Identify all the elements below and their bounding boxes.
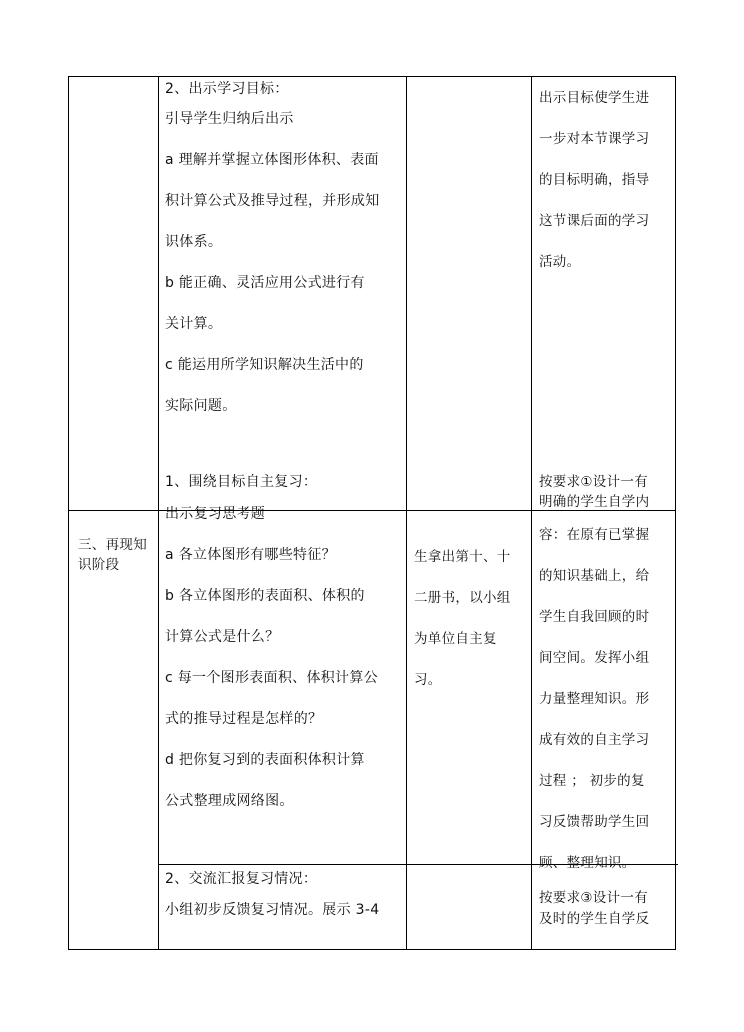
student-activity-line: 二册书，以小组: [414, 590, 511, 606]
column-divider-1: [158, 76, 159, 950]
intent-heading-line: 按要求①设计一有: [539, 474, 649, 490]
column-divider-3: [531, 76, 532, 950]
objective-line: 识体系。: [165, 234, 223, 250]
intent-line: 一步对本节课学习: [539, 131, 650, 147]
review-question: 计算公式是什么？: [165, 629, 280, 645]
intent-line: 容：在原有已掌握: [539, 527, 650, 543]
intent-line: 力量整理知识。形: [539, 691, 650, 707]
intent-line: 的知识基础上，给: [539, 568, 650, 584]
stage-label: 三、再现知: [78, 537, 147, 553]
student-activity-line: 为单位自主复: [414, 631, 497, 647]
column-divider-2: [406, 76, 407, 950]
intent-line: 活动。: [539, 254, 581, 270]
table-right-border: [675, 76, 676, 950]
objective-line: b 能正确、灵活应用公式进行有: [165, 275, 365, 291]
objectives-intro: 引导学生归纳后出示: [165, 111, 294, 127]
intent-heading-line: 及时的学生自学反: [539, 911, 650, 927]
intent-line: 间空间。发挥小组: [539, 650, 650, 666]
table-left-border: [68, 76, 69, 950]
review-question: b 各立体图形的表面积、体积的: [165, 588, 365, 604]
review-question: d 把你复习到的表面积体积计算: [165, 752, 365, 768]
objective-line: 关计算。: [165, 316, 223, 332]
intent-line: 习反馈帮助学生回: [539, 814, 650, 830]
objective-line: c 能运用所学知识解决生活中的: [165, 357, 364, 373]
table-bottom-border: [68, 949, 676, 950]
objective-line: a 理解并掌握立体图形体积、表面: [165, 152, 379, 168]
stage-label: 识阶段: [78, 557, 120, 573]
intent-line: 过程 ； 初步的复: [539, 773, 645, 789]
objective-line: 积计算公式及推导过程，并形成知: [165, 193, 380, 209]
review-question: 式的推导过程是怎样的？: [165, 711, 323, 727]
review-question: a 各立体图形有哪些特征？: [165, 547, 336, 563]
intent-line: 这节课后面的学习: [539, 213, 650, 229]
review-intro: 出示复习思考题: [165, 506, 266, 522]
student-activity-line: 习。: [414, 672, 442, 688]
report-heading: 2、交流汇报复习情况：: [165, 871, 318, 887]
intent-line: 的目标明确，指导: [539, 172, 650, 188]
review-question: 公式整理成网络图。: [165, 793, 294, 809]
objective-line: 实际问题。: [165, 398, 237, 414]
table-top-border: [68, 76, 676, 77]
intent-heading-line: 明确的学生自学内: [539, 494, 650, 510]
intent-line: 成有效的自主学习: [539, 732, 650, 748]
review-heading: 1、围绕目标自主复习：: [165, 474, 318, 490]
intent-line: 学生自我回顾的时: [539, 609, 650, 625]
review-question: c 每一个图形表面积、体积计算公: [165, 670, 378, 686]
student-activity-line: 生拿出第十、十: [414, 549, 511, 565]
objectives-heading: 2、出示学习目标：: [165, 81, 289, 97]
intent-heading-line: 按要求③设计一有: [539, 890, 649, 906]
intent-line: 出示目标使学生进: [539, 90, 650, 106]
intent-line: 顾、整理知识。: [539, 855, 636, 871]
report-line: 小组初步反馈复习情况。展示 3-4: [165, 902, 380, 918]
